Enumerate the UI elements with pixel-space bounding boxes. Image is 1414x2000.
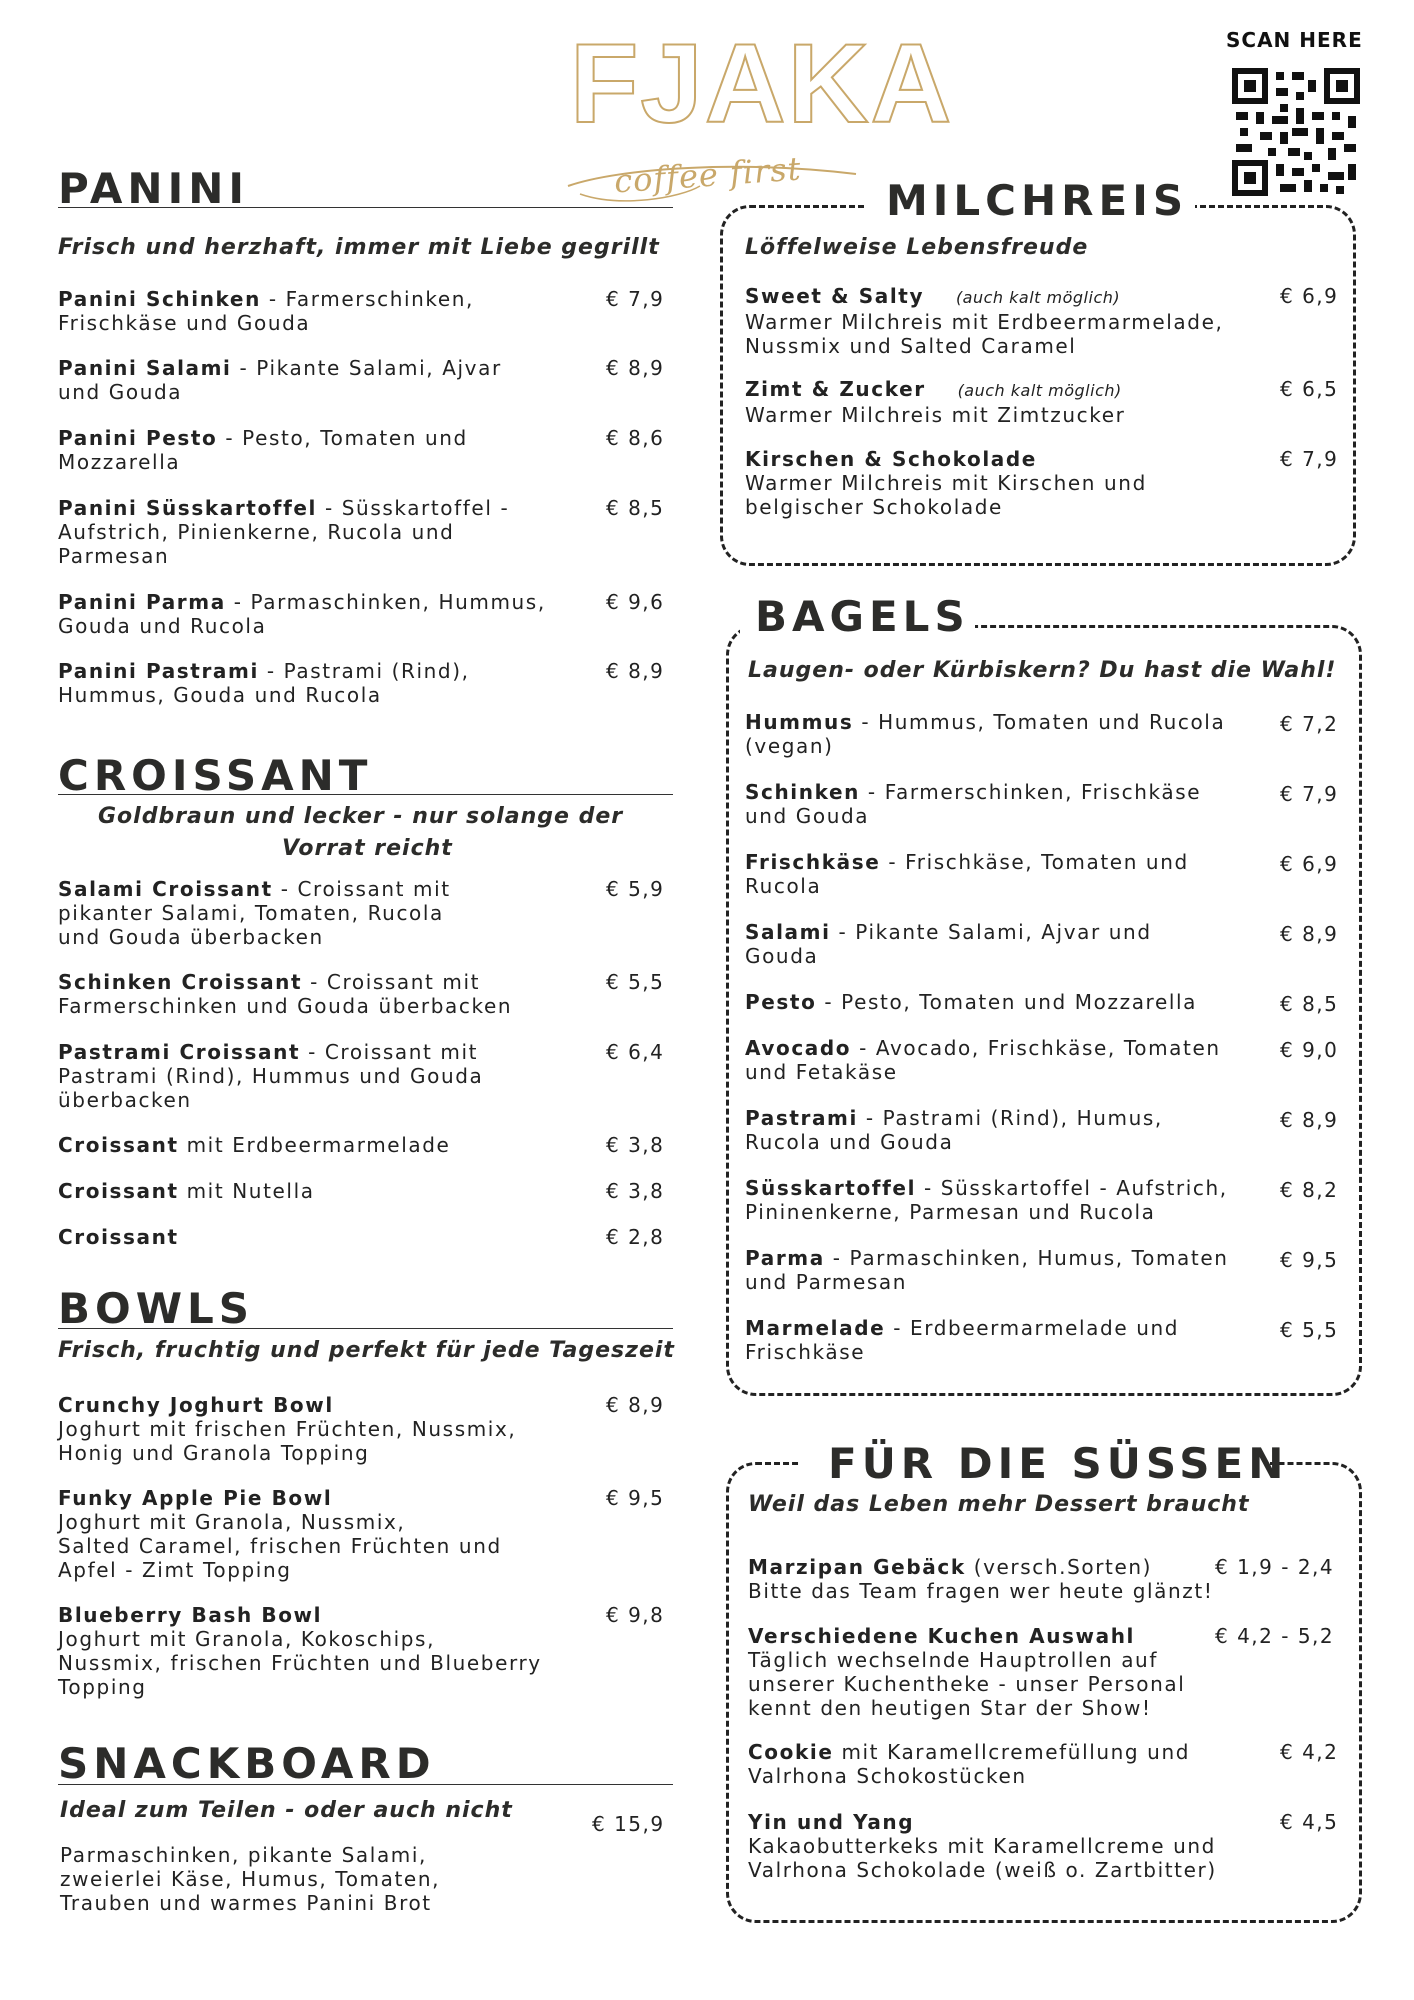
menu-item: Salami Croissant - Croissant mit pikanter Salami, Tomaten, Rucola und Gouda überbacken: [58, 877, 451, 949]
menu-item: Schinken - Farmerschinken, Frischkäse und Gouda: [745, 780, 1202, 828]
item-price: € 9,5: [606, 1486, 665, 1510]
menu-item: Zimt & Zucker (auch kalt möglich) Warmer Milchreis mit Zimtzucker: [745, 377, 1126, 427]
menu-item: Pastrami Croissant - Croissant mit Pastrami (Rind), Hummus und Gouda überbacken: [58, 1040, 484, 1112]
suessen-title: FÜR DIE SÜSSEN: [828, 1439, 1289, 1488]
item-price: € 7,2: [1280, 712, 1339, 736]
menu-item: Sweet & Salty (auch kalt möglich) Warmer Milchreis mit Erdbeermarmelade, Nussmix und Salted Caramel: [745, 284, 1224, 358]
menu-item: Crunchy Joghurt Bowl Joghurt mit frischen Früchten, Nussmix, Honig und Granola Topping: [58, 1393, 517, 1465]
menu-item: Yin und Yang Kakaobutterkeks mit Karamellcreme und Valrhona Schokolade (weiß o. Zartbitter): [748, 1810, 1217, 1882]
item-price: € 7,9: [1280, 447, 1339, 471]
menu-item: Panini Parma - Parmaschinken, Hummus, Gouda und Rucola: [58, 590, 546, 638]
menu-item: Avocado - Avocado, Frischkäse, Tomaten und Fetakäse: [745, 1036, 1221, 1084]
menu-item: Marmelade - Erdbeermarmelade und Frischkäse: [745, 1316, 1180, 1364]
item-price: € 9,5: [1280, 1248, 1339, 1272]
menu-item: Croissant: [58, 1225, 179, 1249]
menu-item: Schinken Croissant - Croissant mit Farmerschinken und Gouda überbacken: [58, 970, 513, 1018]
croissant-rule: [58, 794, 673, 795]
qr-code[interactable]: [1232, 68, 1360, 196]
item-price: € 6,4: [606, 1040, 665, 1064]
item-price: € 8,9: [1280, 1108, 1339, 1132]
logo-tagline: coffee first: [612, 149, 803, 201]
item-price: € 8,9: [606, 356, 665, 380]
item-price: € 4,2: [1280, 1740, 1339, 1764]
snackboard-title: SNACKBOARD: [58, 1739, 436, 1788]
logo-wordmark: FJAKA: [570, 21, 954, 146]
menu-item: Marzipan Gebäck (versch.Sorten) Bitte das Team fragen wer heute glänzt!: [748, 1555, 1214, 1603]
item-price: € 9,8: [606, 1603, 665, 1627]
menu-item: Hummus - Hummus, Tomaten und Rucola (vegan): [745, 710, 1226, 758]
menu-item: Croissant mit Erdbeermarmelade: [58, 1133, 451, 1157]
scan-here-label: SCAN HERE: [1226, 28, 1363, 52]
item-price: € 8,9: [606, 1393, 665, 1417]
item-price: € 4,2 - 5,2: [1215, 1624, 1335, 1648]
panini-rule: [58, 207, 673, 208]
item-price: € 8,5: [1280, 992, 1339, 1016]
item-price: € 7,9: [606, 287, 665, 311]
menu-item: Kirschen & Schokolade Warmer Milchreis mit Kirschen und belgischer Schokolade: [745, 447, 1147, 519]
item-price: € 4,5: [1280, 1810, 1339, 1834]
item-price: € 8,9: [606, 659, 665, 683]
milchreis-subtitle: Löffelweise Lebensfreude: [745, 235, 1089, 260]
menu-item: Parma - Parmaschinken, Humus, Tomaten und Parmesan: [745, 1246, 1229, 1294]
snackboard-description: Parmaschinken, pikante Salami, zweierlei Käse, Humus, Tomaten, Trauben und warmes Panini Brot: [60, 1843, 441, 1915]
snackboard-rule: [58, 1784, 673, 1785]
brand-logo: [560, 21, 954, 218]
item-price: € 1,9 - 2,4: [1215, 1555, 1335, 1579]
item-price: € 8,9: [1280, 922, 1339, 946]
bowls-title: BOWLS: [58, 1284, 255, 1333]
milchreis-title: MILCHREIS: [886, 176, 1189, 225]
menu-item: Funky Apple Pie Bowl Joghurt mit Granola, Nussmix, Salted Caramel, frischen Früchten und Apfel - Zimt Topping: [58, 1486, 502, 1582]
menu-item: Salami - Pikante Salami, Ajvar und Gouda: [745, 920, 1152, 968]
item-price: € 3,8: [606, 1133, 665, 1157]
item-price: € 2,8: [606, 1225, 665, 1249]
croissant-title: CROISSANT: [58, 751, 373, 800]
bagels-title: BAGELS: [755, 592, 970, 641]
bowls-subtitle: Frisch, fruchtig und perfekt für jede Tageszeit: [58, 1338, 675, 1363]
menu-item: Verschiedene Kuchen Auswahl Täglich wechselnde Hauptrollen auf unserer Kuchentheke - unser Personal kennt den heutigen Star der Show!: [748, 1624, 1186, 1720]
item-price: € 15,9: [592, 1812, 665, 1836]
snackboard-subtitle: Ideal zum Teilen - oder auch nicht: [60, 1798, 513, 1823]
panini-subtitle: Frisch und herzhaft, immer mit Liebe gegrillt: [58, 235, 660, 260]
menu-item: Pesto - Pesto, Tomaten und Mozzarella: [745, 990, 1198, 1014]
item-price: € 6,5: [1280, 377, 1339, 401]
menu-item: Panini Schinken - Farmerschinken, Frischkäse und Gouda: [58, 287, 475, 335]
item-price: € 3,8: [606, 1179, 665, 1203]
menu-item: Panini Süsskartoffel - Süsskartoffel - Aufstrich, Pinienkerne, Rucola und Parmesan: [58, 496, 510, 568]
menu-item: Panini Pastrami - Pastrami (Rind), Hummus, Gouda und Rucola: [58, 659, 470, 707]
item-price: € 6,9: [1280, 852, 1339, 876]
suessen-subtitle: Weil das Leben mehr Dessert braucht: [748, 1492, 1250, 1517]
bowls-rule: [58, 1328, 673, 1329]
item-price: € 7,9: [1280, 782, 1339, 806]
item-price: € 8,2: [1280, 1178, 1339, 1202]
menu-item: Croissant mit Nutella: [58, 1179, 315, 1203]
menu-item: Frischkäse - Frischkäse, Tomaten und Rucola: [745, 850, 1189, 898]
item-price: € 5,5: [1280, 1318, 1339, 1342]
item-price: € 8,6: [606, 426, 665, 450]
item-price: € 8,5: [606, 496, 665, 520]
item-price: € 5,5: [606, 970, 665, 994]
panini-title: PANINI: [58, 164, 249, 213]
item-price: € 5,9: [606, 877, 665, 901]
menu-item: Süsskartoffel - Süsskartoffel - Aufstrich, Pininenkerne, Parmesan und Rucola: [745, 1176, 1228, 1224]
menu-item: Panini Pesto - Pesto, Tomaten und Mozzarella: [58, 426, 468, 474]
menu-item: Cookie mit Karamellcremefüllung und Valrhona Schokostücken: [748, 1740, 1191, 1788]
menu-item: Pastrami - Pastrami (Rind), Humus, Rucola und Gouda: [745, 1106, 1163, 1154]
item-price: € 9,0: [1280, 1038, 1339, 1062]
menu-item: Blueberry Bash Bowl Joghurt mit Granola, Kokoschips, Nussmix, frischen Früchten und Blueberry Topping: [58, 1603, 542, 1699]
menu-item: Panini Salami - Pikante Salami, Ajvar und Gouda: [58, 356, 502, 404]
croissant-subtitle-line1: Goldbraun und lecker - nur solange der: [98, 804, 624, 829]
item-price: € 6,9: [1280, 284, 1339, 308]
item-price: € 9,6: [606, 590, 665, 614]
bagels-subtitle: Laugen- oder Kürbiskern? Du hast die Wahl!: [748, 658, 1337, 683]
croissant-subtitle-line2: Vorrat reicht: [282, 836, 453, 861]
